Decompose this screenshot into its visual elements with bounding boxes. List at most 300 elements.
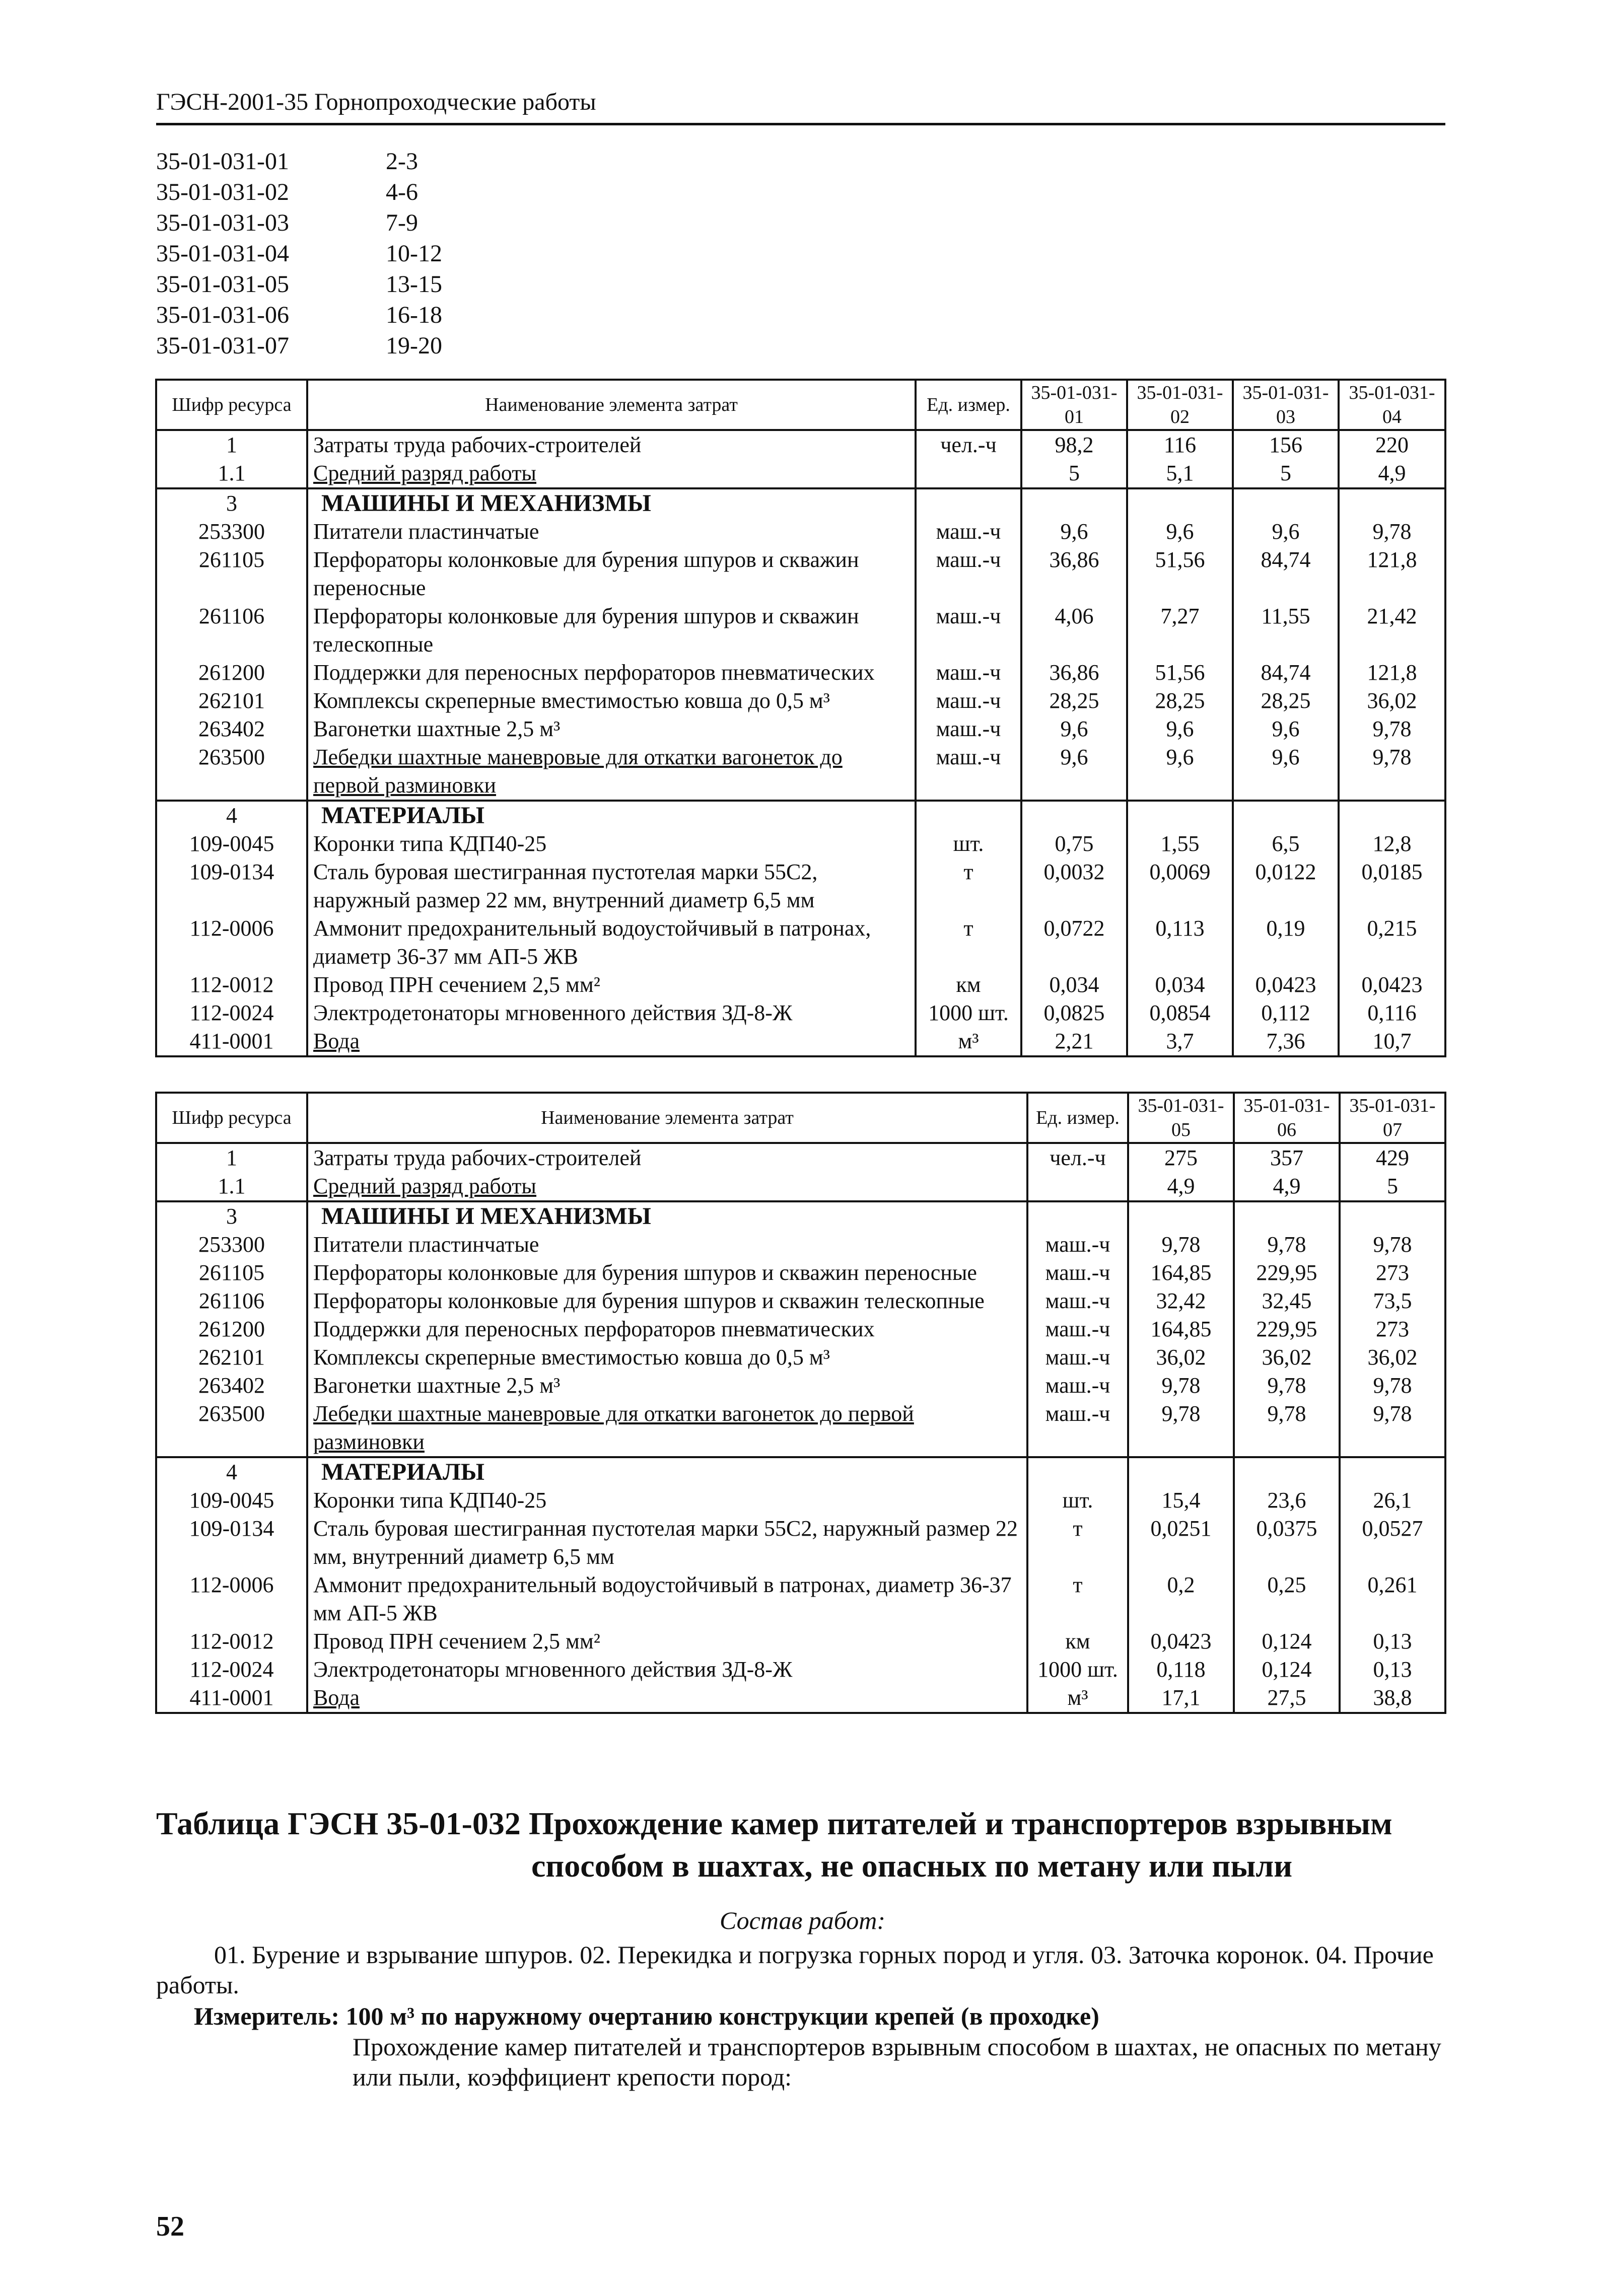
resource-value: 84,74 xyxy=(1233,546,1339,602)
resource-value xyxy=(1340,1457,1445,1486)
resource-value: 0,124 xyxy=(1234,1656,1340,1684)
resource-code: 263402 xyxy=(156,715,307,743)
resource-value: 5 xyxy=(1021,459,1127,488)
resource-name: Вода xyxy=(307,1027,916,1056)
resource-code: 261200 xyxy=(156,1315,307,1343)
resource-code: 253300 xyxy=(156,1231,307,1259)
resource-unit: маш.-ч xyxy=(1027,1400,1128,1457)
resource-value: 12,8 xyxy=(1339,830,1445,858)
resource-value: 28,25 xyxy=(1233,687,1339,715)
resource-code: 253300 xyxy=(156,518,307,546)
resource-value: 0,034 xyxy=(1021,971,1127,999)
table-row xyxy=(156,1372,1445,1400)
table-row xyxy=(156,1400,1445,1457)
resource-value: 9,78 xyxy=(1339,518,1445,546)
resource-name: Вагонетки шахтные 2,5 м³ xyxy=(307,1372,1027,1400)
resource-code: 109-0134 xyxy=(156,1515,307,1571)
resource-code: 263500 xyxy=(156,1400,307,1457)
code-index-row xyxy=(156,177,442,207)
resource-value: 73,5 xyxy=(1340,1287,1445,1315)
resource-code: 263402 xyxy=(156,1372,307,1400)
resource-value xyxy=(1127,488,1233,518)
resource-unit: т xyxy=(1027,1515,1128,1571)
resource-name: МАТЕРИАЛЫ xyxy=(307,1457,1027,1486)
header-unit: Ед. измер. xyxy=(916,380,1021,430)
header-norm-code: 35-01-031-01 xyxy=(1021,380,1127,430)
resource-value: 36,02 xyxy=(1340,1343,1445,1372)
resource-unit: шт. xyxy=(916,830,1021,858)
resource-value: 6,5 xyxy=(1233,830,1339,858)
work-composition-text: 01. Бурение и взрывание шпуров. 02. Перекидка и погрузка горных пород и угля. 03. Заточка коронок. 04. Прочие работы. xyxy=(156,1941,1434,1999)
code-index-range: 2-3 xyxy=(386,148,418,175)
resource-value: 0,0122 xyxy=(1233,858,1339,914)
resource-code: 261106 xyxy=(156,1287,307,1315)
resource-value: 0,25 xyxy=(1234,1571,1340,1627)
resource-unit xyxy=(1027,1457,1128,1486)
resource-value: 5 xyxy=(1233,459,1339,488)
resource-value xyxy=(1234,1457,1340,1486)
resource-value: 23,6 xyxy=(1234,1486,1340,1515)
header-norm-code: 35-01-031-06 xyxy=(1234,1093,1340,1143)
resource-name: Питатели пластинчатые xyxy=(307,1231,1027,1259)
resource-value: 156 xyxy=(1233,430,1339,459)
resource-value: 4,9 xyxy=(1128,1172,1234,1201)
header-norm-code: 35-01-031-07 xyxy=(1340,1093,1445,1143)
resource-code: 1 xyxy=(156,430,307,459)
table-header-row xyxy=(156,1093,1445,1143)
resource-code: 112-0006 xyxy=(156,914,307,971)
resource-value: 0,0854 xyxy=(1127,999,1233,1027)
resource-value: 0,0423 xyxy=(1128,1627,1234,1656)
resource-unit: маш.-ч xyxy=(916,659,1021,687)
resource-code: 112-0006 xyxy=(156,1571,307,1627)
resource-name: Аммонит предохранительный водоустойчивый в патронах, диаметр 36-37 мм АП-5 ЖВ xyxy=(307,1571,1027,1627)
resource-name: Электродетонаторы мгновенного действия ЗД-8-Ж xyxy=(307,999,916,1027)
table-row xyxy=(156,1656,1445,1684)
resource-name: Провод ПРН сечением 2,5 мм² xyxy=(307,971,916,999)
resource-unit: чел.-ч xyxy=(916,430,1021,459)
resource-value: 36,02 xyxy=(1128,1343,1234,1372)
code-index-range: 10-12 xyxy=(386,240,442,267)
resource-value: 0,2 xyxy=(1128,1571,1234,1627)
resource-value: 2,21 xyxy=(1021,1027,1127,1056)
resource-value: 1,55 xyxy=(1127,830,1233,858)
resource-value: 0,0423 xyxy=(1339,971,1445,999)
resource-value: 0,75 xyxy=(1021,830,1127,858)
table-row xyxy=(156,971,1445,999)
resource-name: Сталь буровая шестигранная пустотелая марки 55С2, наружный размер 22 мм, внутренний диаметр 6,5 мм xyxy=(307,1515,1027,1571)
resource-name: Питатели пластинчатые xyxy=(307,518,916,546)
table-row xyxy=(156,1515,1445,1571)
code-index-range: 13-15 xyxy=(386,271,442,298)
resource-value: 15,4 xyxy=(1128,1486,1234,1515)
header-norm-code: 35-01-031-03 xyxy=(1233,380,1339,430)
code-index-row xyxy=(156,146,442,177)
resource-value: 0,116 xyxy=(1339,999,1445,1027)
header-code: Шифр ресурса xyxy=(156,1093,307,1143)
code-index-range: 4-6 xyxy=(386,179,418,205)
table-row xyxy=(156,1315,1445,1343)
resource-name: Аммонит предохранительный водоустойчивый в патронах, диаметр 36-37 мм АП-5 ЖВ xyxy=(307,914,916,971)
resource-value: 21,42 xyxy=(1339,602,1445,659)
resource-value: 0,112 xyxy=(1233,999,1339,1027)
resource-value: 429 xyxy=(1340,1143,1445,1172)
resource-value: 0,13 xyxy=(1340,1656,1445,1684)
resource-table-1 xyxy=(155,379,1446,1057)
resource-unit: маш.-ч xyxy=(916,546,1021,602)
resource-value: 275 xyxy=(1128,1143,1234,1172)
code-index-code: 35-01-031-02 xyxy=(156,179,289,205)
resource-name: Перфораторы колонковые для бурения шпуров и скважин телескопные xyxy=(307,1287,1027,1315)
resource-value: 0,0722 xyxy=(1021,914,1127,971)
resource-code: 109-0045 xyxy=(156,830,307,858)
resource-name: Перфораторы колонковые для бурения шпуров и скважин переносные xyxy=(307,546,916,602)
resource-value: 9,6 xyxy=(1127,518,1233,546)
resource-value: 9,78 xyxy=(1339,715,1445,743)
resource-unit xyxy=(916,488,1021,518)
resource-unit xyxy=(916,801,1021,830)
resource-value: 0,19 xyxy=(1233,914,1339,971)
resource-unit: маш.-ч xyxy=(916,687,1021,715)
resource-code: 263500 xyxy=(156,743,307,801)
resource-unit: маш.-ч xyxy=(1027,1343,1128,1372)
table-title xyxy=(156,1803,1445,1887)
resource-value: 28,25 xyxy=(1021,687,1127,715)
resource-value: 220 xyxy=(1339,430,1445,459)
resource-value: 0,0069 xyxy=(1127,858,1233,914)
table-row xyxy=(156,858,1445,914)
resource-value: 116 xyxy=(1127,430,1233,459)
resource-value: 229,95 xyxy=(1234,1315,1340,1343)
table-row xyxy=(156,1027,1445,1056)
resource-name: МАТЕРИАЛЫ xyxy=(307,801,916,830)
resource-code: 112-0012 xyxy=(156,971,307,999)
resource-value: 4,9 xyxy=(1339,459,1445,488)
resource-value: 164,85 xyxy=(1128,1259,1234,1287)
resource-value: 7,36 xyxy=(1233,1027,1339,1056)
table-row xyxy=(156,1627,1445,1656)
resource-value: 0,0527 xyxy=(1340,1515,1445,1571)
resource-value: 0,0185 xyxy=(1339,858,1445,914)
resource-value: 28,25 xyxy=(1127,687,1233,715)
resource-unit: маш.-ч xyxy=(1027,1231,1128,1259)
table-row xyxy=(156,488,1445,518)
resource-value: 3,7 xyxy=(1127,1027,1233,1056)
resource-value: 4,06 xyxy=(1021,602,1127,659)
resource-value: 10,7 xyxy=(1339,1027,1445,1056)
resource-code: 261105 xyxy=(156,1259,307,1287)
table-row xyxy=(156,801,1445,830)
table-row xyxy=(156,518,1445,546)
table-row xyxy=(156,1287,1445,1315)
table-row xyxy=(156,659,1445,687)
resource-unit: маш.-ч xyxy=(916,602,1021,659)
code-index-code: 35-01-031-04 xyxy=(156,240,289,267)
resource-code: 261106 xyxy=(156,602,307,659)
resource-value: 0,13 xyxy=(1340,1627,1445,1656)
resource-value: 27,5 xyxy=(1234,1684,1340,1713)
resource-name: Средний разряд работы xyxy=(307,1172,1027,1201)
resource-value: 17,1 xyxy=(1128,1684,1234,1713)
resource-value: 7,27 xyxy=(1127,602,1233,659)
code-index-code: 35-01-031-05 xyxy=(156,271,289,298)
table-title-line-1: Таблица ГЭСН 35-01-032 Прохождение камер питателей и транспортеров взрывным xyxy=(156,1806,1392,1841)
resource-value: 164,85 xyxy=(1128,1315,1234,1343)
table-row xyxy=(156,1201,1445,1231)
resource-code: 262101 xyxy=(156,1343,307,1372)
resource-unit: маш.-ч xyxy=(1027,1287,1128,1315)
resource-value xyxy=(1233,801,1339,830)
table-row xyxy=(156,1343,1445,1372)
code-index-row xyxy=(156,207,442,238)
code-index-range: 19-20 xyxy=(386,332,442,359)
resource-value: 9,78 xyxy=(1234,1372,1340,1400)
resource-value xyxy=(1234,1201,1340,1231)
resource-name: Перфораторы колонковые для бурения шпуров и скважин переносные xyxy=(307,1259,1027,1287)
resource-value: 84,74 xyxy=(1233,659,1339,687)
resource-value: 0,0032 xyxy=(1021,858,1127,914)
resource-unit: маш.-ч xyxy=(916,743,1021,801)
resource-name: Затраты труда рабочих-строителей xyxy=(307,430,916,459)
resource-unit: шт. xyxy=(1027,1486,1128,1515)
resource-name: Поддержки для переносных перфораторов пневматических xyxy=(307,1315,1027,1343)
resource-value: 9,6 xyxy=(1021,743,1127,801)
resource-unit: маш.-ч xyxy=(916,715,1021,743)
resource-value xyxy=(1339,488,1445,518)
resource-value: 9,78 xyxy=(1128,1400,1234,1457)
resource-code: 109-0134 xyxy=(156,858,307,914)
header-unit: Ед. измер. xyxy=(1027,1093,1128,1143)
resource-value xyxy=(1340,1201,1445,1231)
resource-value xyxy=(1233,488,1339,518)
resource-unit: маш.-ч xyxy=(1027,1315,1128,1343)
resource-value xyxy=(1021,801,1127,830)
measure-unit: Измеритель: 100 м³ по наружному очертанию конструкции крепей (в проходке) xyxy=(194,2002,1099,2030)
table-row xyxy=(156,999,1445,1027)
table-row xyxy=(156,715,1445,743)
resource-value: 9,6 xyxy=(1021,715,1127,743)
resource-code: 3 xyxy=(156,488,307,518)
work-composition-label: Состав работ: xyxy=(719,1906,886,1934)
resource-value: 32,45 xyxy=(1234,1287,1340,1315)
table-row xyxy=(156,914,1445,971)
resource-unit: км xyxy=(916,971,1021,999)
resource-code: 411-0001 xyxy=(156,1684,307,1713)
resource-value: 273 xyxy=(1340,1259,1445,1287)
resource-value: 36,02 xyxy=(1339,687,1445,715)
resource-value: 4,9 xyxy=(1234,1172,1340,1201)
table-row xyxy=(156,1486,1445,1515)
resource-unit: 1000 шт. xyxy=(916,999,1021,1027)
resource-unit: т xyxy=(1027,1571,1128,1627)
resource-unit: маш.-ч xyxy=(916,518,1021,546)
resource-name: Сталь буровая шестигранная пустотелая марки 55С2, наружный размер 22 мм, внутренний диаметр 6,5 мм xyxy=(307,858,916,914)
resource-name: МАШИНЫ И МЕХАНИЗМЫ xyxy=(307,488,916,518)
resource-value: 32,42 xyxy=(1128,1287,1234,1315)
table-row xyxy=(156,602,1445,659)
code-index-row xyxy=(156,269,442,300)
resource-code: 261105 xyxy=(156,546,307,602)
table-row xyxy=(156,1457,1445,1486)
resource-value: 36,86 xyxy=(1021,659,1127,687)
resource-value: 26,1 xyxy=(1340,1486,1445,1515)
header-norm-code: 35-01-031-05 xyxy=(1128,1093,1234,1143)
resource-value: 0,261 xyxy=(1340,1571,1445,1627)
resource-code: 112-0012 xyxy=(156,1627,307,1656)
resource-value: 0,0251 xyxy=(1128,1515,1234,1571)
resource-value: 273 xyxy=(1340,1315,1445,1343)
table-row xyxy=(156,1172,1445,1201)
resource-value: 5,1 xyxy=(1127,459,1233,488)
resource-value: 9,78 xyxy=(1339,743,1445,801)
resource-unit: т xyxy=(916,914,1021,971)
code-index-code: 35-01-031-06 xyxy=(156,302,289,328)
header-name: Наименование элемента затрат xyxy=(307,380,916,430)
resource-value xyxy=(1128,1201,1234,1231)
resource-value: 9,78 xyxy=(1340,1400,1445,1457)
resource-value: 9,78 xyxy=(1128,1231,1234,1259)
resource-unit: чел.-ч xyxy=(1027,1143,1128,1172)
resource-value: 0,0825 xyxy=(1021,999,1127,1027)
table-row xyxy=(156,546,1445,602)
resource-value: 0,113 xyxy=(1127,914,1233,971)
code-index-code: 35-01-031-01 xyxy=(156,148,289,175)
header-norm-code: 35-01-031-04 xyxy=(1339,380,1445,430)
resource-code: 4 xyxy=(156,1457,307,1486)
resource-value: 229,95 xyxy=(1234,1259,1340,1287)
resource-value xyxy=(1339,801,1445,830)
resource-value: 5 xyxy=(1340,1172,1445,1201)
resource-name: Коронки типа КДП40-25 xyxy=(307,1486,1027,1515)
resource-name: Комплексы скреперные вместимостью ковша до 0,5 м³ xyxy=(307,1343,1027,1372)
page-header: ГЭСН-2001-35 Горнопроходческие работы xyxy=(156,88,1445,125)
table-row xyxy=(156,459,1445,488)
code-index-code: 35-01-031-07 xyxy=(156,332,289,359)
table-row xyxy=(156,743,1445,801)
resource-unit: т xyxy=(916,858,1021,914)
resource-unit: 1000 шт. xyxy=(1027,1656,1128,1684)
code-index-row xyxy=(156,300,442,330)
resource-name: Затраты труда рабочих-строителей xyxy=(307,1143,1027,1172)
resource-unit: маш.-ч xyxy=(1027,1372,1128,1400)
code-index-range: 7-9 xyxy=(386,209,418,236)
resource-value: 9,6 xyxy=(1233,518,1339,546)
resource-value: 9,6 xyxy=(1127,715,1233,743)
code-index-list xyxy=(156,146,442,361)
resource-name: Провод ПРН сечением 2,5 мм² xyxy=(307,1627,1027,1656)
code-index-row xyxy=(156,238,442,269)
resource-code: 4 xyxy=(156,801,307,830)
resource-value: 9,6 xyxy=(1233,715,1339,743)
resource-unit: маш.-ч xyxy=(1027,1259,1128,1287)
resource-value: 36,02 xyxy=(1234,1343,1340,1372)
table-row xyxy=(156,1571,1445,1627)
resource-value xyxy=(1021,488,1127,518)
resource-value: 9,78 xyxy=(1234,1400,1340,1457)
code-index-range: 16-18 xyxy=(386,302,442,328)
resource-code: 112-0024 xyxy=(156,999,307,1027)
resource-name: Вода xyxy=(307,1684,1027,1713)
resource-code: 1.1 xyxy=(156,459,307,488)
resource-unit xyxy=(1027,1172,1128,1201)
resource-name: Электродетонаторы мгновенного действия ЗД-8-Ж xyxy=(307,1656,1027,1684)
resource-unit: м³ xyxy=(916,1027,1021,1056)
resource-unit xyxy=(1027,1201,1128,1231)
header-name: Наименование элемента затрат xyxy=(307,1093,1027,1143)
resource-value: 38,8 xyxy=(1340,1684,1445,1713)
table-row xyxy=(156,1143,1445,1172)
resource-name: Перфораторы колонковые для бурения шпуров и скважин телескопные xyxy=(307,602,916,659)
resource-code: 262101 xyxy=(156,687,307,715)
resource-name: Коронки типа КДП40-25 xyxy=(307,830,916,858)
resource-value: 9,6 xyxy=(1127,743,1233,801)
resource-value: 9,6 xyxy=(1021,518,1127,546)
resource-value: 51,56 xyxy=(1127,546,1233,602)
table-row xyxy=(156,687,1445,715)
table-row xyxy=(156,830,1445,858)
resource-value: 0,215 xyxy=(1339,914,1445,971)
resource-code: 1.1 xyxy=(156,1172,307,1201)
resource-code: 109-0045 xyxy=(156,1486,307,1515)
resource-code: 3 xyxy=(156,1201,307,1231)
resource-value xyxy=(1128,1457,1234,1486)
resource-value: 121,8 xyxy=(1339,546,1445,602)
resource-name: Комплексы скреперные вместимостью ковша до 0,5 м³ xyxy=(307,687,916,715)
page-number: 52 xyxy=(156,2211,184,2242)
resource-name: Лебедки шахтные маневровые для откатки вагонеток до первой разминовки xyxy=(307,743,916,801)
resource-value: 9,78 xyxy=(1128,1372,1234,1400)
resource-name: Средний разряд работы xyxy=(307,459,916,488)
resource-value: 0,034 xyxy=(1127,971,1233,999)
resource-value: 357 xyxy=(1234,1143,1340,1172)
header-norm-code: 35-01-031-02 xyxy=(1127,380,1233,430)
table-header-row xyxy=(156,380,1445,430)
resource-value: 98,2 xyxy=(1021,430,1127,459)
resource-unit: м³ xyxy=(1027,1684,1128,1713)
resource-value: 0,0375 xyxy=(1234,1515,1340,1571)
resource-unit xyxy=(916,459,1021,488)
resource-name: МАШИНЫ И МЕХАНИЗМЫ xyxy=(307,1201,1027,1231)
resource-value xyxy=(1127,801,1233,830)
resource-name: Поддержки для переносных перфораторов пневматических xyxy=(307,659,916,687)
resource-value: 9,78 xyxy=(1234,1231,1340,1259)
resource-value: 121,8 xyxy=(1339,659,1445,687)
code-index-row xyxy=(156,330,442,361)
table-row xyxy=(156,1259,1445,1287)
resource-value: 0,118 xyxy=(1128,1656,1234,1684)
resource-table-2 xyxy=(155,1092,1446,1714)
table-row xyxy=(156,1684,1445,1713)
resource-value: 9,6 xyxy=(1233,743,1339,801)
resource-name: Лебедки шахтные маневровые для откатки вагонеток до первой разминовки xyxy=(307,1400,1027,1457)
resource-code: 411-0001 xyxy=(156,1027,307,1056)
resource-value: 36,86 xyxy=(1021,546,1127,602)
table-row xyxy=(156,1231,1445,1259)
description-text: Прохождение камер питателей и транспортеров взрывным способом в шахтах, не опасных по метану или пыли, коэффициент крепости пород: xyxy=(353,2033,1441,2091)
resource-value: 0,124 xyxy=(1234,1627,1340,1656)
header-code: Шифр ресурса xyxy=(156,380,307,430)
resource-value: 9,78 xyxy=(1340,1231,1445,1259)
resource-name: Вагонетки шахтные 2,5 м³ xyxy=(307,715,916,743)
resource-unit: км xyxy=(1027,1627,1128,1656)
code-index-code: 35-01-031-03 xyxy=(156,209,289,236)
resource-value: 11,55 xyxy=(1233,602,1339,659)
resource-value: 51,56 xyxy=(1127,659,1233,687)
resource-code: 1 xyxy=(156,1143,307,1172)
table-title-line-2: способом в шахтах, не опасных по метану или пыли xyxy=(531,1848,1293,1884)
resource-value: 0,0423 xyxy=(1233,971,1339,999)
table-row xyxy=(156,430,1445,459)
